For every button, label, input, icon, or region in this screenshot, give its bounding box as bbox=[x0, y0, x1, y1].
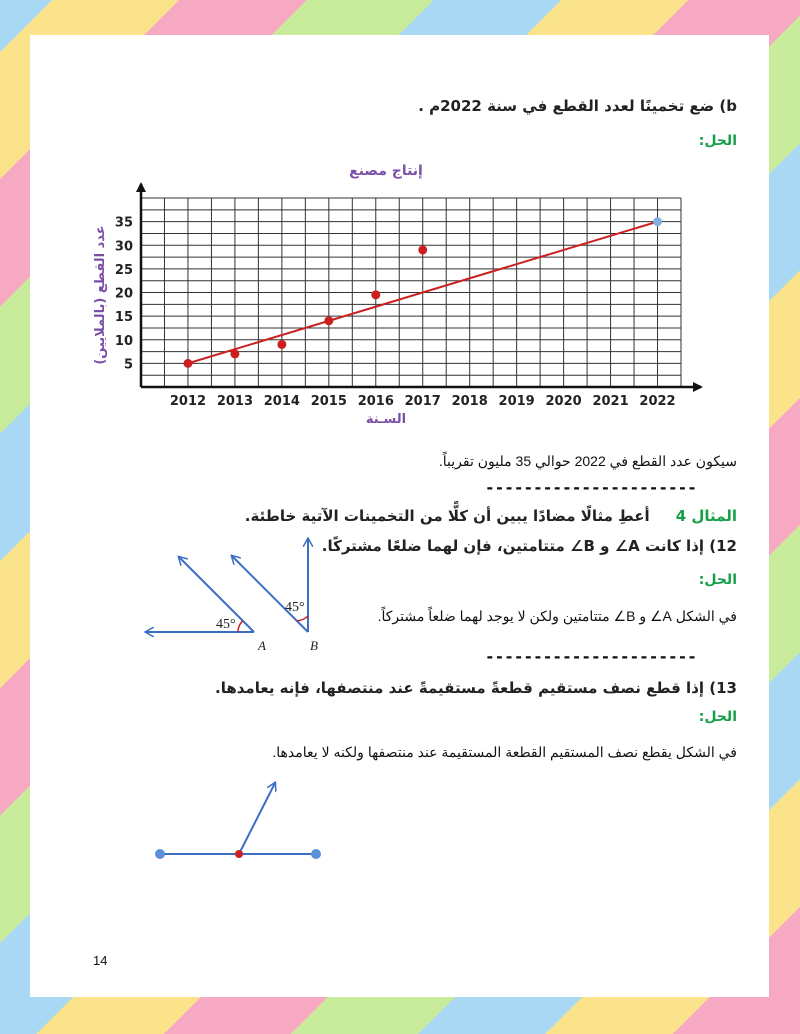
x-tick-label: 2015 bbox=[310, 394, 347, 409]
chart-title: إنتاج مصنع bbox=[349, 163, 423, 179]
y-tick-label: 20 bbox=[114, 286, 133, 302]
segment-midpoint bbox=[235, 850, 243, 858]
x-tick-label: 2017 bbox=[404, 394, 441, 409]
angle-b-degree: 45° bbox=[285, 600, 305, 615]
data-point bbox=[418, 245, 427, 254]
ray-line bbox=[239, 783, 275, 854]
chart-axes bbox=[141, 184, 701, 387]
separator-2: ---------------------- bbox=[485, 647, 697, 666]
worksheet-page bbox=[30, 35, 769, 997]
y-tick-label: 30 bbox=[114, 239, 133, 255]
estimate-point bbox=[653, 217, 662, 226]
example-4-text: أعطِ مثالًا مضادًا يبين أن كلًّا من التخمينات الآتية خاطئة. bbox=[244, 507, 650, 525]
answer-b: سيكون عدد القطع في 2022 حوالي 35 مليون تقريباً. bbox=[438, 453, 737, 469]
y-tick-label: 35 bbox=[114, 215, 133, 231]
separator-1: ---------------------- bbox=[485, 478, 697, 497]
y-tick-label: 25 bbox=[114, 262, 133, 278]
data-point bbox=[371, 290, 380, 299]
y-axis-label: عدد القطع (بالملايين) bbox=[93, 225, 108, 365]
angle-a-arc bbox=[238, 621, 243, 632]
question-13: 13) إذا قطع نصف مستقيم قطعةً مستقيمةً عند منتصفها، فإنه يعامدها. bbox=[215, 679, 737, 697]
example-4-heading bbox=[57, 507, 737, 525]
x-tick-label: 2019 bbox=[498, 394, 535, 409]
complementary-angles-figure bbox=[130, 525, 330, 655]
x-tick-label: 2022 bbox=[639, 394, 676, 409]
data-point bbox=[324, 316, 333, 325]
chart-grid bbox=[141, 198, 681, 387]
answer-12: في الشكل A∠ و B∠ متتامتين ولكن لا يوجد لهما ضلعاً مشتركاً. bbox=[377, 608, 737, 624]
x-tick-label: 2018 bbox=[451, 394, 488, 409]
x-tick-label: 2020 bbox=[545, 394, 582, 409]
solution-label-12: الحل: bbox=[698, 572, 737, 588]
x-axis-label: السـنة bbox=[365, 412, 407, 427]
x-tick-label: 2021 bbox=[592, 394, 629, 409]
angle-b-arc bbox=[297, 616, 308, 621]
bisector-figure bbox=[145, 770, 335, 865]
x-tick-label: 2014 bbox=[263, 394, 300, 409]
solution-label-13: الحل: bbox=[698, 709, 737, 725]
solution-label-b: الحل: bbox=[698, 133, 737, 149]
factory-production-chart bbox=[90, 155, 730, 435]
segment-endpoint-right bbox=[311, 849, 321, 859]
part-b-question: b) ضع تخمينًا لعدد القطع في سنة 2022م . bbox=[418, 97, 737, 115]
x-tick-label: 2016 bbox=[357, 394, 394, 409]
chart-ticks bbox=[115, 216, 676, 409]
data-point bbox=[183, 359, 192, 368]
x-tick-label: 2013 bbox=[216, 394, 254, 409]
answer-13: في الشكل يقطع نصف المستقيم القطعة المستقيمة عند منتصفها ولكنه لا يعامدها. bbox=[272, 744, 737, 760]
example-4-label: المثال 4 bbox=[675, 507, 737, 525]
page-number: 14 bbox=[93, 953, 108, 968]
x-tick-label: 2012 bbox=[169, 394, 207, 409]
angle-a-degree: 45° bbox=[216, 617, 236, 632]
y-tick-label: 5 bbox=[123, 357, 133, 373]
y-tick-label: 10 bbox=[114, 333, 133, 349]
angle-b-label: B bbox=[310, 638, 318, 653]
question-12: 12) إذا كانت A∠ و B∠ متتامتين، فإن لهما ضلعًا مشتركًا. bbox=[321, 537, 737, 555]
angle-a-label: A bbox=[258, 638, 266, 653]
segment-endpoint-left bbox=[155, 849, 165, 859]
y-tick-label: 15 bbox=[114, 310, 133, 326]
data-point bbox=[277, 340, 286, 349]
data-point bbox=[230, 349, 239, 358]
